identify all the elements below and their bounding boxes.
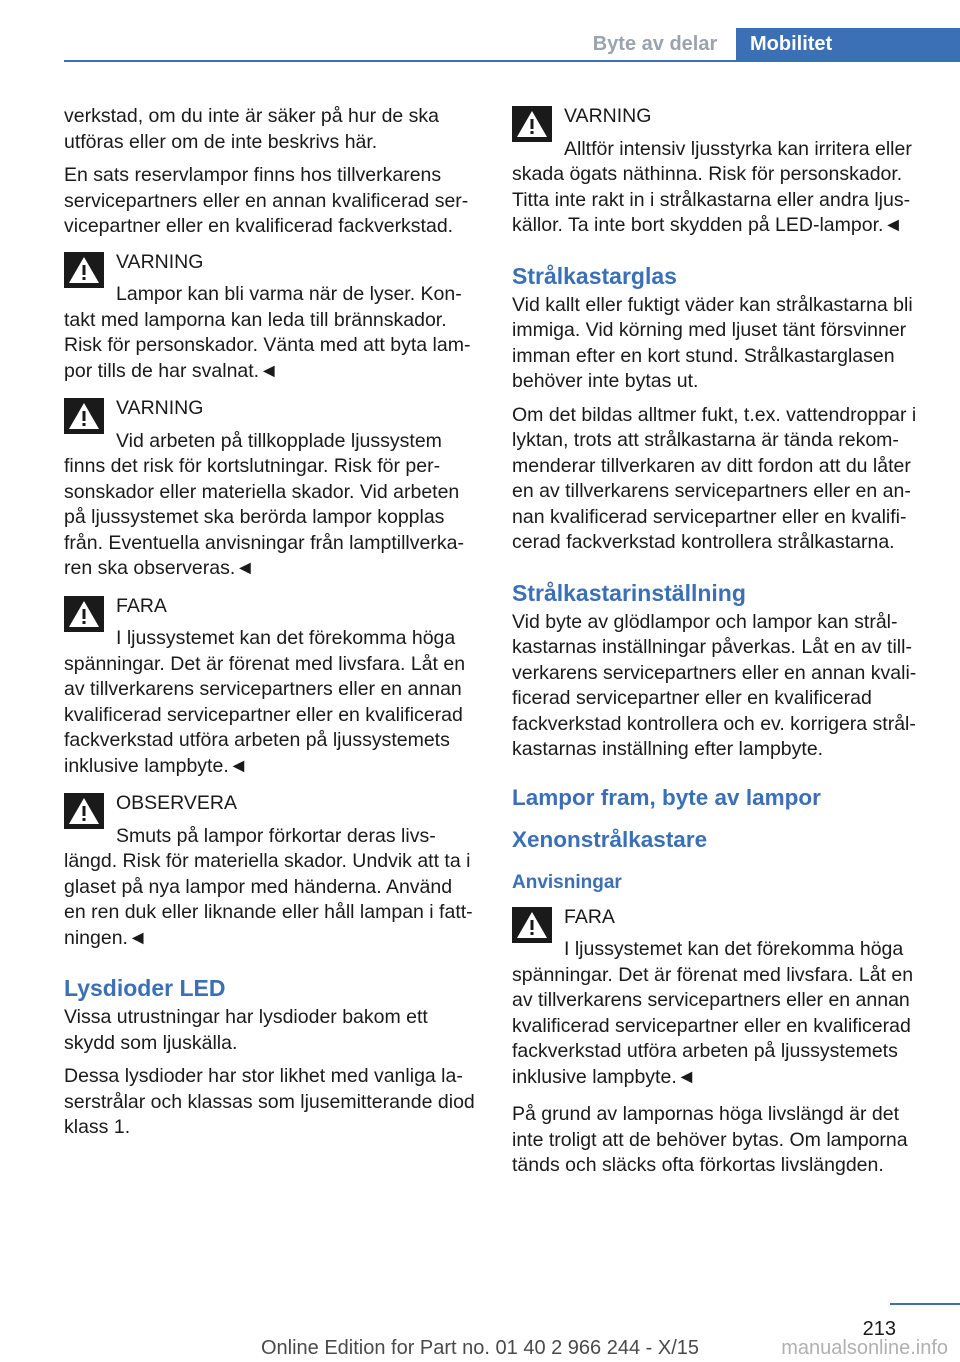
warning-block — [512, 104, 928, 239]
warning-text: Vid arbeten på tillkopplade ljussystem finns det risk för kortslutningar. Risk för personskador eller materiella skador. Vid arbeten på ljussystemet ska berörda lampor kopplas från. Eventuella anvisningar från lamptillverkaren ska observeras.◄ — [64, 429, 464, 579]
warning-title: VARNING — [116, 250, 204, 273]
section-heading-installning: Strålkastarinställning — [512, 579, 746, 606]
danger-text: I ljussystemet kan det förekomma höga spänningar. Det är förenat med livsfara. Låt en av tillverkarens servicepartners eller en annan kvalificerad servicepartner eller en kvalificerad fackverkstad utföra arbeten på ljussystemets inklusive lampbyte.◄ — [512, 938, 914, 1088]
warning-block — [64, 396, 478, 582]
right-column — [512, 104, 928, 1187]
edition-footer: Online Edition for Part no. 01 40 2 966 244 - X/15 — [260, 1337, 700, 1359]
notice-block — [64, 791, 478, 951]
paragraph: En sats reservlampor finns hos tillverkarens servicepartners eller en annan kvalificerad servicepartner eller en kvalificerad fackverkstad. — [64, 164, 469, 237]
paragraph: Vissa utrustningar har lysdioder bakom ett skydd som ljuskälla. — [64, 1006, 428, 1054]
danger-title: FARA — [116, 594, 167, 617]
subsection-heading-anvisningar: Anvisningar — [512, 871, 622, 893]
page-header — [0, 0, 960, 62]
danger-title: FARA — [564, 905, 615, 928]
paragraph: Vid kallt eller fuktigt väder kan strålkastarna bli immiga. Vid körning med ljuset tänt försvinner imman efter en kort stund. Strålkastarglasen behöver inte bytas ut. — [512, 293, 913, 392]
warning-triangle-icon — [64, 398, 104, 434]
paragraph: Om det bildas alltmer fukt, t.ex. vattendroppar i lyktan, trots att strålkastarna är tända rekommenderar tillverkaren av ditt fordon att du låter en av tillverkarens servicepartners eller en annan kvalificerad servicepartner eller en kvalificerad fackverkstad kontrollera strålkastarna. — [512, 403, 917, 553]
warning-title: VARNING — [116, 397, 204, 419]
warning-title: VARNING — [564, 105, 652, 127]
warning-text: Lampor kan bli varma när de lyser. Kontakt med lamporna kan leda till brännskador. Risk för personskador. Vänta med att byta lampor tills de har svalnat.◄ — [64, 283, 471, 382]
section-tab: Byte av delar — [575, 28, 735, 60]
header-rule — [64, 60, 960, 62]
danger-block — [64, 594, 478, 780]
watermark: manualsonline.info — [781, 1337, 948, 1359]
warning-triangle-icon — [64, 596, 104, 632]
paragraph: Vid byte av glödlampor och lampor kan strålkastarnas inställningar påverkas. Låt en av tillverkarens servicepartners eller en annan kvalificerad servicepartner eller en kvalificerad fackverkstad kontrollera och ev. korrigera strålkastarnas inställning efter lampbyte. — [512, 610, 917, 760]
danger-block — [512, 905, 928, 1091]
section-heading-glas: Strålkastarglas — [512, 262, 677, 289]
section-heading-lampor: Lampor fram, byte av lampor — [512, 784, 821, 810]
footer-rule — [890, 1303, 960, 1305]
chapter-tab: Mobilitet — [736, 28, 960, 60]
notice-text: Smuts på lampor förkortar deras livslängd. Risk för materiella skador. Undvik att ta i glaset på nya lampor med händerna. Använd en ren duk eller liknande eller håll lampan i fattningen.◄ — [64, 824, 473, 949]
danger-text: I ljussystemet kan det förekomma höga spänningar. Det är förenat med livsfara. Låt en av tillverkarens servicepartners eller en annan kvalificerad servicepartner eller en kvalificerad fackverkstad utföra arbeten på ljussystemets inklusive lampbyte.◄ — [64, 627, 466, 777]
notice-title: OBSERVERA — [116, 792, 238, 814]
warning-text: Alltför intensiv ljusstyrka kan irritera eller skada ögats näthinna. Risk för personskador. Titta inte rakt in i strålkastarna eller andra ljuskällor. Ta inte bort skydden på LED-lampor.◄ — [512, 137, 912, 236]
warning-block — [64, 250, 478, 385]
paragraph: verkstad, om du inte är säker på hur de ska utföras eller om de inte beskrivs här. — [64, 105, 440, 153]
warning-triangle-icon — [64, 793, 104, 829]
warning-triangle-icon — [64, 252, 104, 288]
warning-triangle-icon — [512, 907, 552, 943]
left-column — [64, 104, 478, 1149]
subsection-heading-xenon: Xenonstrålkastare — [512, 826, 708, 852]
paragraph: Dessa lysdioder har stor likhet med vanliga laserstrålar och klassas som ljusemitterande diod klass 1. — [64, 1065, 475, 1138]
page-number: 213 — [862, 1318, 896, 1340]
section-heading-led: Lysdioder LED — [64, 975, 226, 1001]
paragraph: På grund av lampornas höga livslängd är det inte troligt att de behöver bytas. Om lamporna tänds och släcks ofta förkortas livslängden. — [512, 1103, 908, 1176]
warning-triangle-icon — [512, 106, 552, 142]
